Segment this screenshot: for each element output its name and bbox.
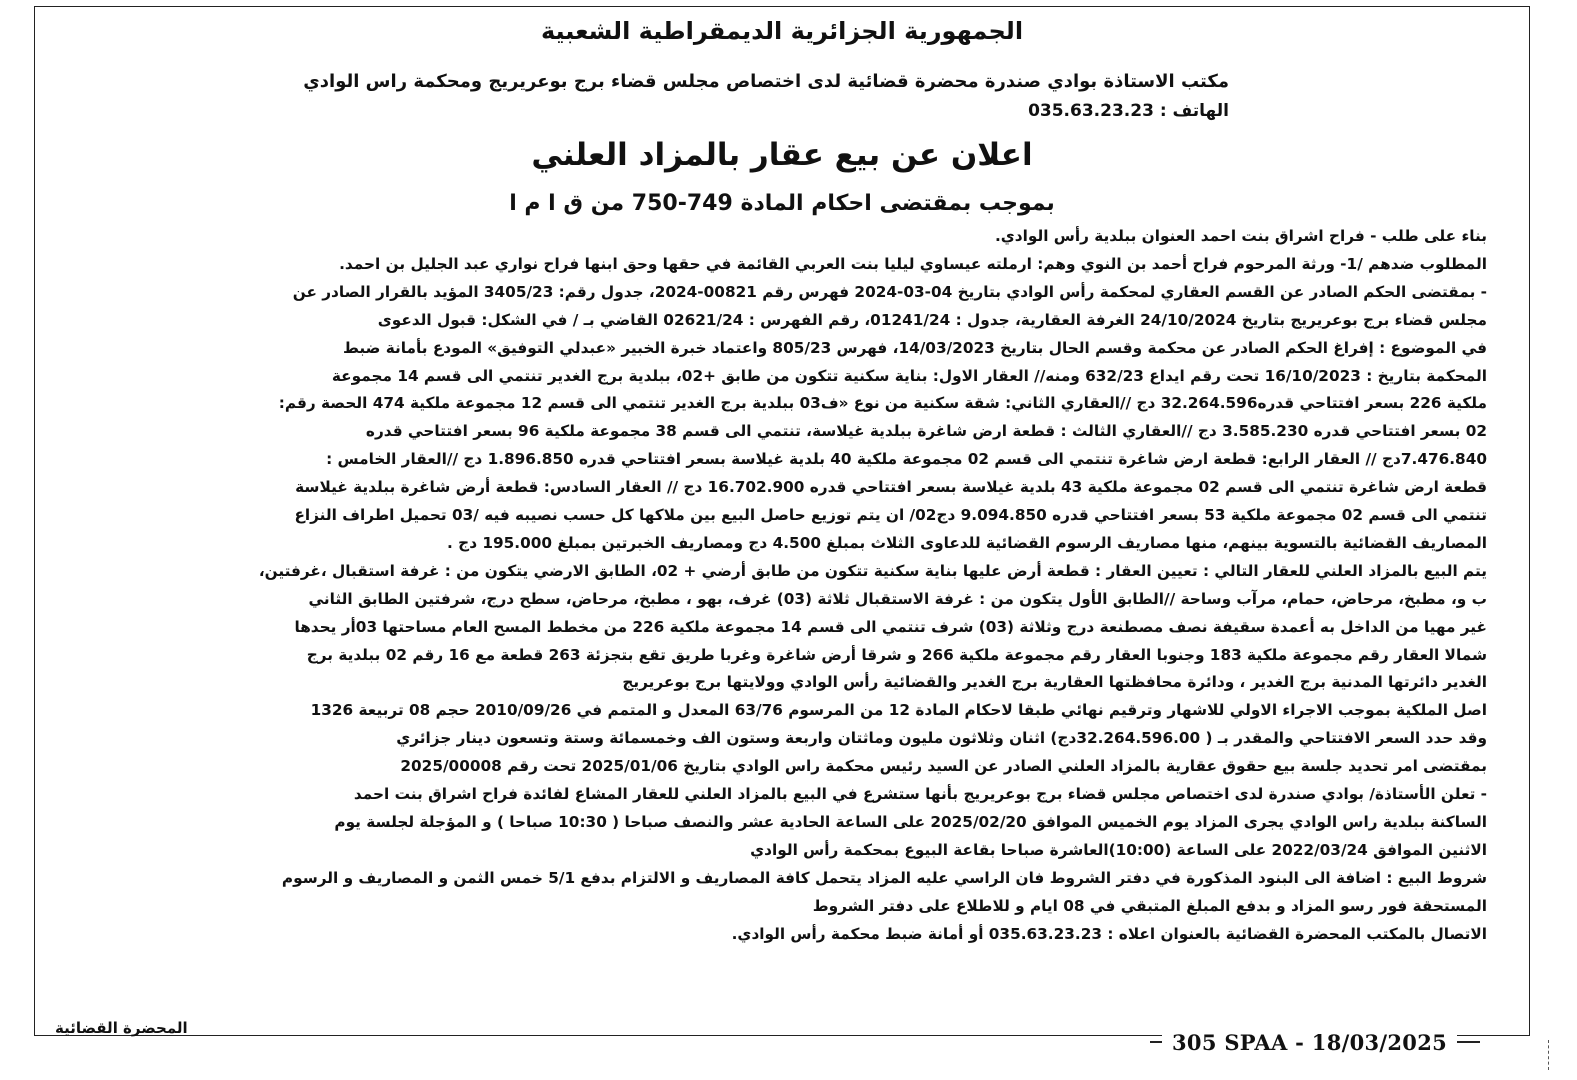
- notice-title: اعلان عن بيع عقار بالمزاد العلني: [531, 137, 1033, 173]
- body-line: اصل الملكية بموجب الاجراء الاولي للاشهار وترقيم نهائي طبقا لاحكام المادة 12 من المرسوم 63/76 المعدل و المتمم في 2010/09/26 حجم 08 تربيعة 1326: [310, 701, 1487, 720]
- body-line: وقد حدد السعر الافتتاحي والمقدر بـ ( 32.264.596.00دج) اثنان وثلاثون مليون وماثتان واربعة وستون الف وخمسمائة وستة وتسعون دينار جزائري: [396, 729, 1487, 748]
- signature-label: المحضرة القضائية: [55, 1019, 188, 1037]
- republic-heading: الجمهورية الجزائرية الديمقراطية الشعبية: [540, 17, 1024, 45]
- body-line: ب و، مطبخ، مرحاض، حمام، مرآب وساحة //الطابق الأول يتكون من : غرفة الاستقبال ثلاثة (03) غرف، بهو ، مطبخ، مرحاض، سطح درج، شرفتين الطابق الثاني: [308, 589, 1487, 608]
- body-line: 7.476.840دج // العقار الرابع: قطعة ارض شاغرة تنتمي الى قسم 02 مجموعة ملكية 40 بلدية غيلاسة بسعر افتتاحي قدره 1.896.850 دج //العقار الخامس :: [326, 450, 1487, 469]
- body-line: مجلس قضاء برج بوعريريج بتاريخ 24/10/2024 الغرفة العقارية، جدول : 01241/24، رقم الفهرس : 02621/24 القاضي بـ / في الشكل: قبول الدعوى: [377, 310, 1487, 329]
- body-line: المستحقة فور رسو المزاد و بدفع المبلغ المتبقي في 08 ايام و للاطلاع على دفتر الشروط: [812, 896, 1487, 915]
- office-line: مكتب الاستاذة بوادي صندرة محضرة قضائية لدى اختصاص مجلس قضاء برج بوعريريج ومحكمة راس الوادي: [303, 71, 1229, 92]
- body-line: بناء على طلب - فراح اشراق بنت احمد العنوان ببلدية رأس الوادي.: [994, 227, 1487, 245]
- margin-mark: [1548, 1040, 1552, 1070]
- body-line: ملكية 226 بسعر افتتاحي قدره32.264.596 دج //العقاري الثاني: شقة سكنية من نوع «ف03 ببلدية برج الغدير تنتمي الى قسم 12 مجموعة ملكية 474 الحصة رقم:: [278, 394, 1487, 413]
- body-line: يتم البيع بالمزاد العلني للعقار التالي : تعيين العقار : قطعة أرض عليها بناية سكنية تتكون من طابق أرضي + 02، الطابق الارضي يتكون من : غرفة استقبال ،غرفتين،: [258, 561, 1487, 580]
- notice-subtitle: بموجب بمقتضى احكام المادة 749-750 من ق ا م ا: [509, 191, 1055, 216]
- body-line: المطلوب ضدهم /1- ورثة المرحوم فراح أحمد بن النوي وهم: ارملته عيساوي ليليا بنت العربي القائمة في حقها وحق ابنها فراح نواري عبد الجليل بن احمد.: [339, 254, 1487, 273]
- body-line: المصاريف القضائية بالتسوية بينهم، منها مصاريف الرسوم القضائية للدعاوى الثلاث بمبلغ 4.500 دج ومصاريف الخبرتين بمبلغ 195.000 دج .: [447, 533, 1487, 552]
- body-line: تنتمي الى قسم 02 مجموعة ملكية 53 بسعر افتتاحي قدره 9.094.850 دج02/ ان يتم توزيع حاصل البيع بين ملاكها كل حسب نصيبه فيه /03 تحميل اطراف النزاع: [294, 506, 1487, 524]
- body-line: الاثنين الموافق 2022/03/24 على الساعة (10:00)العاشرة صباحا بقاعة البيوع بمحكمة رأس الوادي: [750, 840, 1487, 859]
- body-line: في الموضوع : إفراغ الحكم الصادر عن محكمة وقسم الحال بتاريخ 14/03/2023، فهرس 805/23 واعتماد خبرة الخبير «عبدلي التوفيق» المودع بأمانة ضبط: [343, 338, 1487, 357]
- body-line: الغدير دائرتها المدنية برج الغدير ، ودائرة محافظتها العقارية برج الغدير والقضائية رأس الوادي وولايتها برج بوعريريج: [622, 673, 1487, 692]
- phone-line: الهاتف : 035.63.23.23: [1028, 101, 1229, 121]
- notice-frame: [34, 6, 1530, 1036]
- body-line: الساكنة ببلدية راس الوادي يجرى المزاد يوم الخميس الموافق 2025/02/20 على الساعة الحادية عشر والنصف صباحا ( 10:30 صباحا ) و المؤجلة لجلسة يوم: [334, 812, 1487, 831]
- body-line: بمقتضى امر تحديد جلسة بيع حقوق عقارية بالمزاد العلني الصادر عن السيد رئيس محكمة راس الوادي بتاريخ 2025/01/06 تحت رقم 2025/00008: [400, 757, 1487, 776]
- body-line: غير مهيا من الداخل به أعمدة سقيفة نصف مصطنعة درج وثلاثة (03) شرف تنتمي الى قسم 14 مجموعة ملكية 226 من مخطط المسح العام مساحتها 03أر يحدها: [294, 617, 1487, 636]
- body-line: شمالا العقار رقم مجموعة ملكية 183 وجنوبا العقار رقم مجموعة ملكية 266 و شرقا أرض شاغرة وغربا طريق تقع بتجزئة 263 قطعة مع 16 رقم 02 ببلدية برج: [306, 645, 1487, 664]
- body-line: - بمقتضى الحكم الصادر عن القسم العقاري لمحكمة رأس الوادي بتاريخ 04-03-2024 فهرس رقم 00821-2024، جدول رقم: 3405/23 المؤيد بالقرار الصادر عن: [292, 282, 1487, 301]
- body-line: 02 بسعر افتتاحي قدره 3.585.230 دج //العقاري الثالث : قطعة ارض شاغرة ببلدية غيلاسة، تنتمي الى قسم 38 مجموعة ملكية 96 بسعر افتتاحي قدره: [365, 422, 1487, 441]
- body-line: - تعلن الأستاذة/ بوادي صندرة لدى اختصاص مجلس قضاء برج بوعريريج بأنها ستشرع في البيع بالمزاد العلني للعقار المشاع لفائدة فراح اشراق بنت احمد: [353, 785, 1487, 803]
- body-line: المحكمة بتاريخ : 16/10/2023 تحت رقم ايداع 632/23 ومنه// العقار الاول: بناية سكنية تتكون من طابق +02، ببلدية برج الغدير تنتمي الى قسم 14 مجموعة: [331, 366, 1487, 385]
- body-line: شروط البيع : اضافة الى البنود المذكورة في دفتر الشروط فان الراسي عليه المزاد يتحمل كافة المصاريف و الالتزام بدفع 5/1 خمس الثمن و المصاريف و الرسوم: [281, 868, 1487, 887]
- body-line: قطعة ارض شاغرة تنتمي الى قسم 02 مجموعة ملكية 43 بلدية غيلاسة بسعر افتتاحي قدره 16.702.900 دج // العقار السادس: قطعة أرض شاغرة ببلدية غيلاسة: [295, 478, 1487, 497]
- footer-reference: 305 SPAA - 18/03/2025: [1162, 1030, 1457, 1055]
- body-line: الاتصال بالمكتب المحضرة القضائية بالعنوان اعلاه : 035.63.23.23 أو أمانة ضبط محكمة رأس الوادي.: [731, 924, 1487, 943]
